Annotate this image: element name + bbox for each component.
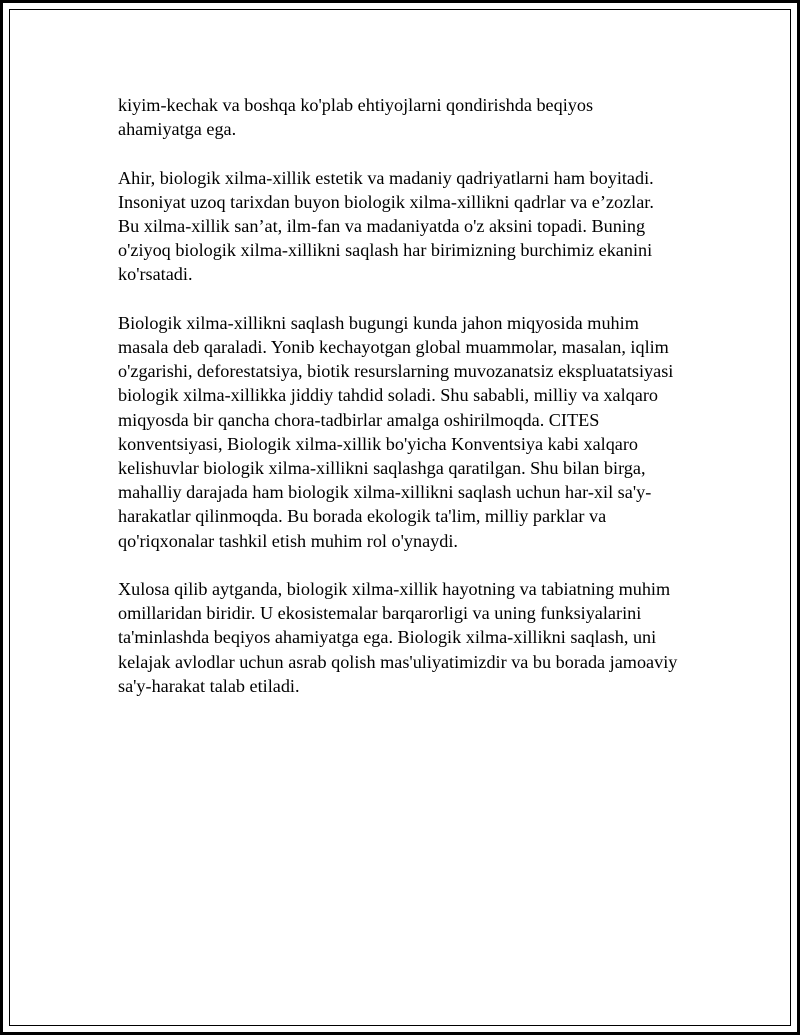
paragraph-conclusion: Xulosa qilib aytganda, biologik xilma-xillik hayotning va tabiatning muhim omillaridan biridir. U ekosistemalar barqarorligi va uning funksiyalarini ta'minlashda beqiyos ahamiyatga ega. Biologik xilma-xillikni saqlash, uni kelajak avlodlar uchun asrab qolish mas'uliyatimizdir va bu borada jamoaviy sa'y-harakat talab etiladi.: [118, 579, 678, 696]
paragraph-continuation: kiyim-kechak va boshqa ko'plab ehtiyojlarni qondirishda beqiyos ahamiyatga ega.: [118, 95, 594, 140]
paragraph-aesthetic-value: Ahir, biologik xilma-xillik estetik va madaniy qadriyatlarni ham boyitadi. Insoniyat uzoq tarixdan buyon biologik xilma-xillikni qadrlar va e’zozlar. Bu xilma-xillik san’at, ilm-fan va madaniyatda o'z aksini topadi. Buning o'ziyoq biologik xilma-xillikni saqlash har birimizning burchimiz ekanini ko'rsatadi.: [118, 167, 654, 285]
paragraph-global-conservation: Biologik xilma-xillikni saqlash bugungi kunda jahon miqyosida muhim masala deb qaraladi. Yonib kechayotgan global muammolar, masalan, iqlim o'zgarishi, deforestatsiya, biotik resurslarning muvozanatsiz ekspluatatsiyasi biologik xilma-xillikka jiddiy tahdid soladi. Shu sababli, milliy va xalqaro miqyosda bir qancha chora-tadbirlar amalga oshirilmoqda. CITES konventsiyasi, Biologik xilma-xillik bo'yicha Konventsiya kabi xalqaro kelishuvlar biologik xilma-xillikni saqlashga qaratilgan. Shu bilan birga, mahalliy darajada ham biologik xilma-xillikni saqlash uchun har-xil sa'y- harakatlar qilinmoqda. Bu borada ekologik ta'lim, milliy parklar va qo'riqxonalar tashkil etish muhim rol o'ynaydi.: [118, 312, 674, 551]
document-body: [118, 93, 698, 722]
